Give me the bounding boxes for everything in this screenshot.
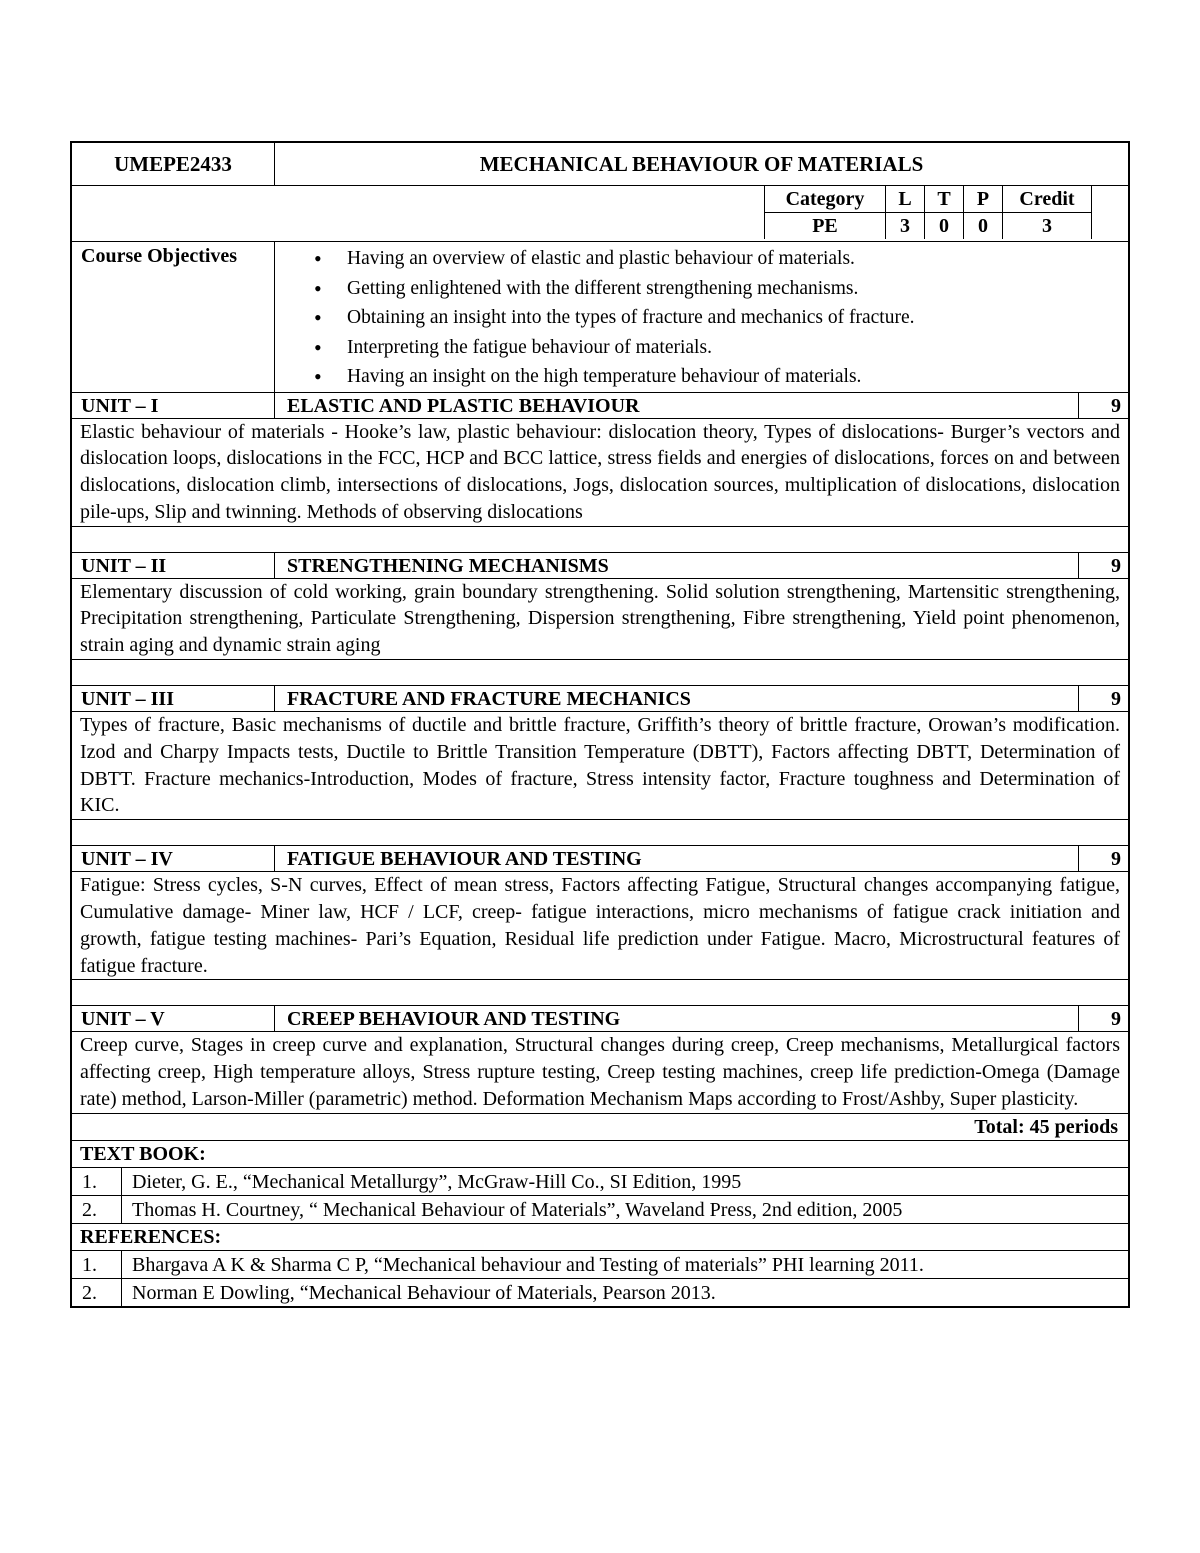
spacer-row: [72, 819, 1128, 845]
unit-hours: 9: [1078, 686, 1128, 711]
unit-5-content: Creep curve, Stages in creep curve and explanation, Structural changes during creep, Creep mechanisms, Metallurgical factors affecting creep, High temperature alloys, Stress rupture testing, Creep testing machines, creep life prediction-Omega (Damage rate) method, Larson-Miller (parametric) method. Deformation Mechanism Maps according to Frost/Ashby, Super plasticity.: [72, 1031, 1128, 1112]
reference-item: [72, 1250, 1128, 1278]
item-text: Thomas H. Courtney, “ Mechanical Behaviour of Materials”, Waveland Press, 2nd edition, 2005: [132, 1198, 903, 1221]
course-header-row: [72, 143, 1128, 185]
reference-item: [72, 1278, 1128, 1306]
unit-2-header: [72, 552, 1128, 578]
unit-4-content: Fatigue: Stress cycles, S-N curves, Effect of mean stress, Factors affecting Fatigue, Structural changes accompanying fatigue, Cumulative damage- Miner law, HCF / LCF, creep- fatigue interactions, micro mechanisms of fatigue crack initiation and growth, fatigue testing machines- Pari’s Equation, Residual life prediction under Fatigue. Macro, Microstructural features of fatigue fracture.: [72, 871, 1128, 979]
total-periods: Total: 45 periods: [72, 1113, 1128, 1140]
lecture-header: L: [886, 186, 925, 213]
practical-value: 0: [964, 213, 1003, 240]
unit-1-content: Elastic behaviour of materials - Hooke’s law, plastic behaviour: dislocation theory, Types of dislocations- Burger’s vectors and dislocation loops, dislocations in the FCC, HCP and BCC lattice, stress fields and energies of dislocations, forces on and between dislocations, dislocation climb, intersections of dislocations, Jogs, dislocation sources, multiplication of dislocations, dislocation pile-ups, Slip and twinning. Methods of observing dislocations: [72, 418, 1128, 526]
spacer-row: [72, 526, 1128, 552]
credit-header: Credit: [1003, 186, 1092, 213]
item-number: 1.: [72, 1168, 122, 1195]
course-code: UMEPE2433: [72, 143, 275, 185]
category-header: Category: [765, 186, 886, 213]
item-text: Bhargava A K & Sharma C P, “Mechanical behaviour and Testing of materials” PHI learning 2011.: [132, 1253, 924, 1276]
course-title: MECHANICAL BEHAVIOUR OF MATERIALS: [479, 151, 924, 176]
objective-item: • Obtaining an insight into the types of fracture and mechanics of fracture.: [347, 303, 1116, 333]
objective-item: • Having an insight on the high temperature behaviour of materials.: [347, 362, 1116, 392]
unit-3-header: [72, 685, 1128, 711]
objective-item: • Having an overview of elastic and plastic behaviour of materials.: [347, 244, 1116, 274]
unit-hours: 9: [1078, 553, 1128, 578]
unit-5-header: [72, 1005, 1128, 1031]
item-number: 1.: [72, 1251, 122, 1278]
unit-label: UNIT – I: [72, 393, 275, 418]
objectives-row: [72, 241, 1128, 392]
objectives-label: Course Objectives: [72, 242, 275, 392]
lecture-value: 3: [886, 213, 925, 240]
item-text: Norman E Dowling, “Mechanical Behaviour of Materials, Pearson 2013.: [132, 1281, 716, 1304]
unit-label: UNIT – IV: [72, 846, 275, 871]
item-number: 2.: [72, 1196, 122, 1223]
text-book-item: [72, 1167, 1128, 1195]
unit-title: CREEP BEHAVIOUR AND TESTING: [287, 1008, 621, 1031]
text-book-heading: TEXT BOOK:: [72, 1140, 1128, 1167]
spacer-row: [72, 979, 1128, 1005]
category-value: PE: [765, 213, 886, 240]
spacer-row: [72, 659, 1128, 685]
objective-item: • Getting enlightened with the different strengthening mechanisms.: [347, 274, 1116, 304]
unit-hours: 9: [1078, 1006, 1128, 1031]
unit-title: FATIGUE BEHAVIOUR AND TESTING: [287, 848, 642, 871]
references-heading: REFERENCES:: [72, 1223, 1128, 1250]
tutorial-header: T: [925, 186, 964, 213]
item-number: 2.: [72, 1279, 122, 1306]
unit-title: ELASTIC AND PLASTIC BEHAVIOUR: [287, 394, 640, 417]
unit-hours: 9: [1078, 846, 1128, 871]
unit-4-header: [72, 845, 1128, 871]
unit-title: FRACTURE AND FRACTURE MECHANICS: [287, 688, 691, 711]
tutorial-value: 0: [925, 213, 964, 240]
unit-label: UNIT – V: [72, 1006, 275, 1031]
credit-value: 3: [1003, 213, 1092, 240]
unit-label: UNIT – II: [72, 553, 275, 578]
syllabus-table: [70, 141, 1130, 1308]
unit-label: UNIT – III: [72, 686, 275, 711]
unit-2-content: Elementary discussion of cold working, grain boundary strengthening. Solid solution strengthening, Martensitic strengthening, Precipitation strengthening, Particulate Strengthening, Dispersion strengthening, Fibre strengthening, Yield point phenomenon, strain aging and dynamic strain aging: [72, 578, 1128, 659]
objectives-list-cell: [275, 242, 1128, 392]
unit-title: STRENGTHENING MECHANISMS: [287, 554, 609, 577]
unit-hours: 9: [1078, 393, 1128, 418]
practical-header: P: [964, 186, 1003, 213]
objective-item: • Interpreting the fatigue behaviour of materials.: [347, 333, 1116, 363]
item-text: Dieter, G. E., “Mechanical Metallurgy”, McGraw-Hill Co., SI Edition, 1995: [132, 1170, 742, 1193]
category-table: [764, 186, 1092, 239]
unit-1-header: [72, 392, 1128, 418]
unit-3-content: Types of fracture, Basic mechanisms of ductile and brittle fracture, Griffith’s theory of brittle fracture, Orowan’s modification. Izod and Charpy Impacts tests, Ductile to Brittle Transition Temperature (DBTT), Factors affecting DBTT, Determination of DBTT. Fracture mechanics-Introduction, Modes of fracture, Stress intensity factor, Fracture toughness and Determination of KIC.: [72, 711, 1128, 819]
objectives-list: [287, 244, 1116, 392]
text-book-item: [72, 1195, 1128, 1223]
category-row: [72, 185, 1128, 241]
